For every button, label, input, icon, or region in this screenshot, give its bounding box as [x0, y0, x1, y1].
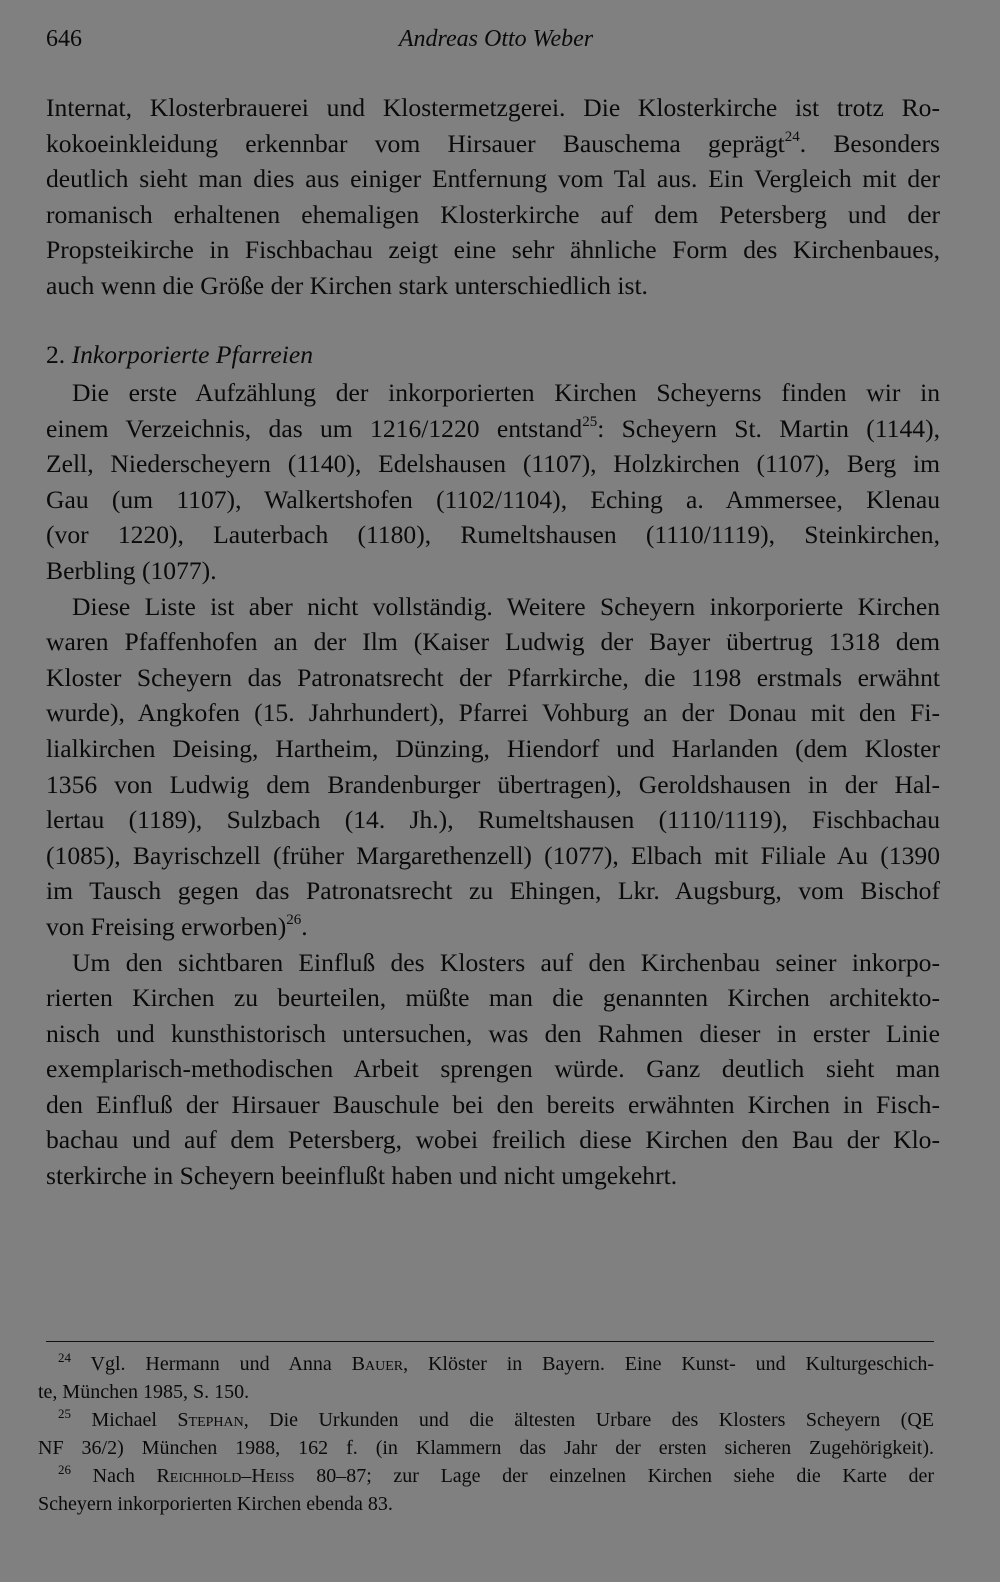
- footnote-ref-24: 24: [784, 128, 800, 145]
- footnote-26: $^{26}$ Nach Reichhold–Heiss 80–87; zur Lage der einzelnen Kirchen siehe die Karte der: [58, 1462, 934, 1487]
- footnote-24: $^{24}$ Vgl. Hermann und Anna Bauer, Klöster in Bayern. Eine Kunst- und Kulturgeschich-: [58, 1350, 934, 1375]
- footnote-line: Scheyern inkorporierten Kirchen ebenda 83.: [38, 1493, 393, 1515]
- text-line: sterkirche in Scheyern beeinflußt haben und nicht umgekehrt.: [46, 1161, 678, 1191]
- text-line: lertau (1189), Sulzbach (14. Jh.), Rumeltshausen (1110/1119), Fischbachau: [46, 805, 940, 835]
- text-line: wurde), Angkofen (15. Jahrhundert), Pfarrei Vohburg an der Donau mit den Fi-: [46, 698, 940, 728]
- text-line: auch wenn die Größe der Kirchen stark unterschiedlich ist.: [46, 270, 648, 300]
- footnotes: [38, 1350, 934, 1518]
- text-line: (1085), Bayrischzell (früher Margarethenzell) (1077), Elbach mit Filiale Au (1390: [46, 840, 940, 870]
- text-line: deutlich sieht man dies aus einiger Entfernung vom Tal aus. Ein Vergleich mit der: [46, 164, 940, 194]
- text-line: lialkirchen Deising, Hartheim, Dünzing, Hiendorf und Harlanden (dem Kloster: [46, 733, 940, 763]
- page-header: [46, 26, 946, 60]
- text-line: Zell, Niederscheyern (1140), Edelshausen (1107), Holzkirchen (1107), Berg im: [46, 449, 940, 479]
- footnote-ref-25: 25: [582, 413, 598, 430]
- footnote-25: $^{25}$ Michael Stephan, Die Urkunden und die ältesten Urbare des Klosters Scheyern (QE: [58, 1406, 935, 1431]
- section-heading: 2. Inkorporierte Pfarreien: [46, 340, 314, 369]
- text-line: von Freising erworben)$^{26}$.: [46, 911, 308, 941]
- text-line: waren Pfaffenhofen an der Ilm (Kaiser Ludwig der Bayer übertrug 1318 dem: [46, 627, 940, 657]
- footnote-rule: [46, 1341, 934, 1342]
- footnote-ref-26: 26: [286, 911, 302, 928]
- text-line: Internat, Klosterbrauerei und Klostermetzgerei. Die Klosterkirche ist trotz Ro-: [46, 93, 940, 122]
- page-number: 646: [46, 26, 82, 52]
- text-line: Kloster Scheyern das Patronatsrecht der Pfarrkirche, die 1198 erstmals erwähnt: [46, 662, 940, 692]
- paragraph-1: [46, 90, 940, 304]
- text-line: im Tausch gegen das Patronatsrecht zu Ehingen, Lkr. Augsburg, vom Bischof: [46, 876, 940, 906]
- text-line: (vor 1220), Lauterbach (1180), Rumeltshausen (1110/1119), Steinkirchen,: [46, 520, 940, 550]
- text-line: Gau (um 1107), Walkertshofen (1102/1104), Eching a. Ammersee, Klenau: [46, 484, 940, 514]
- running-head: Andreas Otto Weber: [398, 26, 594, 52]
- footnote-line: NF 36/2) München 1988, 162 f. (in Klammern das Jahr der ersten sicheren Zugehörigkeit).: [38, 1437, 934, 1459]
- text-line: bachau und auf dem Petersberg, wobei freilich diese Kirchen den Bau der Klo-: [46, 1125, 940, 1155]
- text-line: exemplarisch-methodischen Arbeit sprengen würde. Ganz deutlich sieht man: [46, 1054, 940, 1084]
- text-line: den Einfluß der Hirsauer Bauschule bei den bereits erwähnten Kirchen in Fisch-: [46, 1089, 940, 1119]
- footnote-line: te, München 1985, S. 150.: [38, 1381, 250, 1403]
- text-line: Um den sichtbaren Einfluß des Klosters auf den Kirchenbau seiner inkorpo-: [72, 947, 940, 977]
- text-line: nisch und kunsthistorisch untersuchen, was den Rahmen dieser in erster Linie: [46, 1018, 940, 1048]
- text-line: Diese Liste ist aber nicht vollständig. Weitere Scheyern inkorporierte Kirchen: [72, 591, 940, 621]
- text-line: rierten Kirchen zu beurteilen, müßte man die genannten Kirchen architekto-: [46, 983, 940, 1013]
- paragraph-2: [46, 375, 940, 1194]
- text-line: Die erste Aufzählung der inkorporierten Kirchen Scheyerns finden wir in: [72, 378, 940, 407]
- text-line: Propsteikirche in Fischbachau zeigt eine sehr ähnliche Form des Kirchenbaues,: [46, 235, 940, 265]
- text-line: romanisch erhaltenen ehemaligen Klosterkirche auf dem Petersberg und der: [46, 199, 940, 229]
- text-line: Berbling (1077).: [46, 555, 217, 585]
- text-line: einem Verzeichnis, das um 1216/1220 entstand$^{25}$: Scheyern St. Martin (1144),: [46, 413, 940, 443]
- text-line: 1356 von Ludwig dem Brandenburger übertragen), Geroldshausen in der Hal-: [46, 769, 940, 799]
- text-line: kokoeinkleidung erkennbar vom Hirsauer Bauschema geprägt$^{24}$. Besonders: [46, 128, 940, 158]
